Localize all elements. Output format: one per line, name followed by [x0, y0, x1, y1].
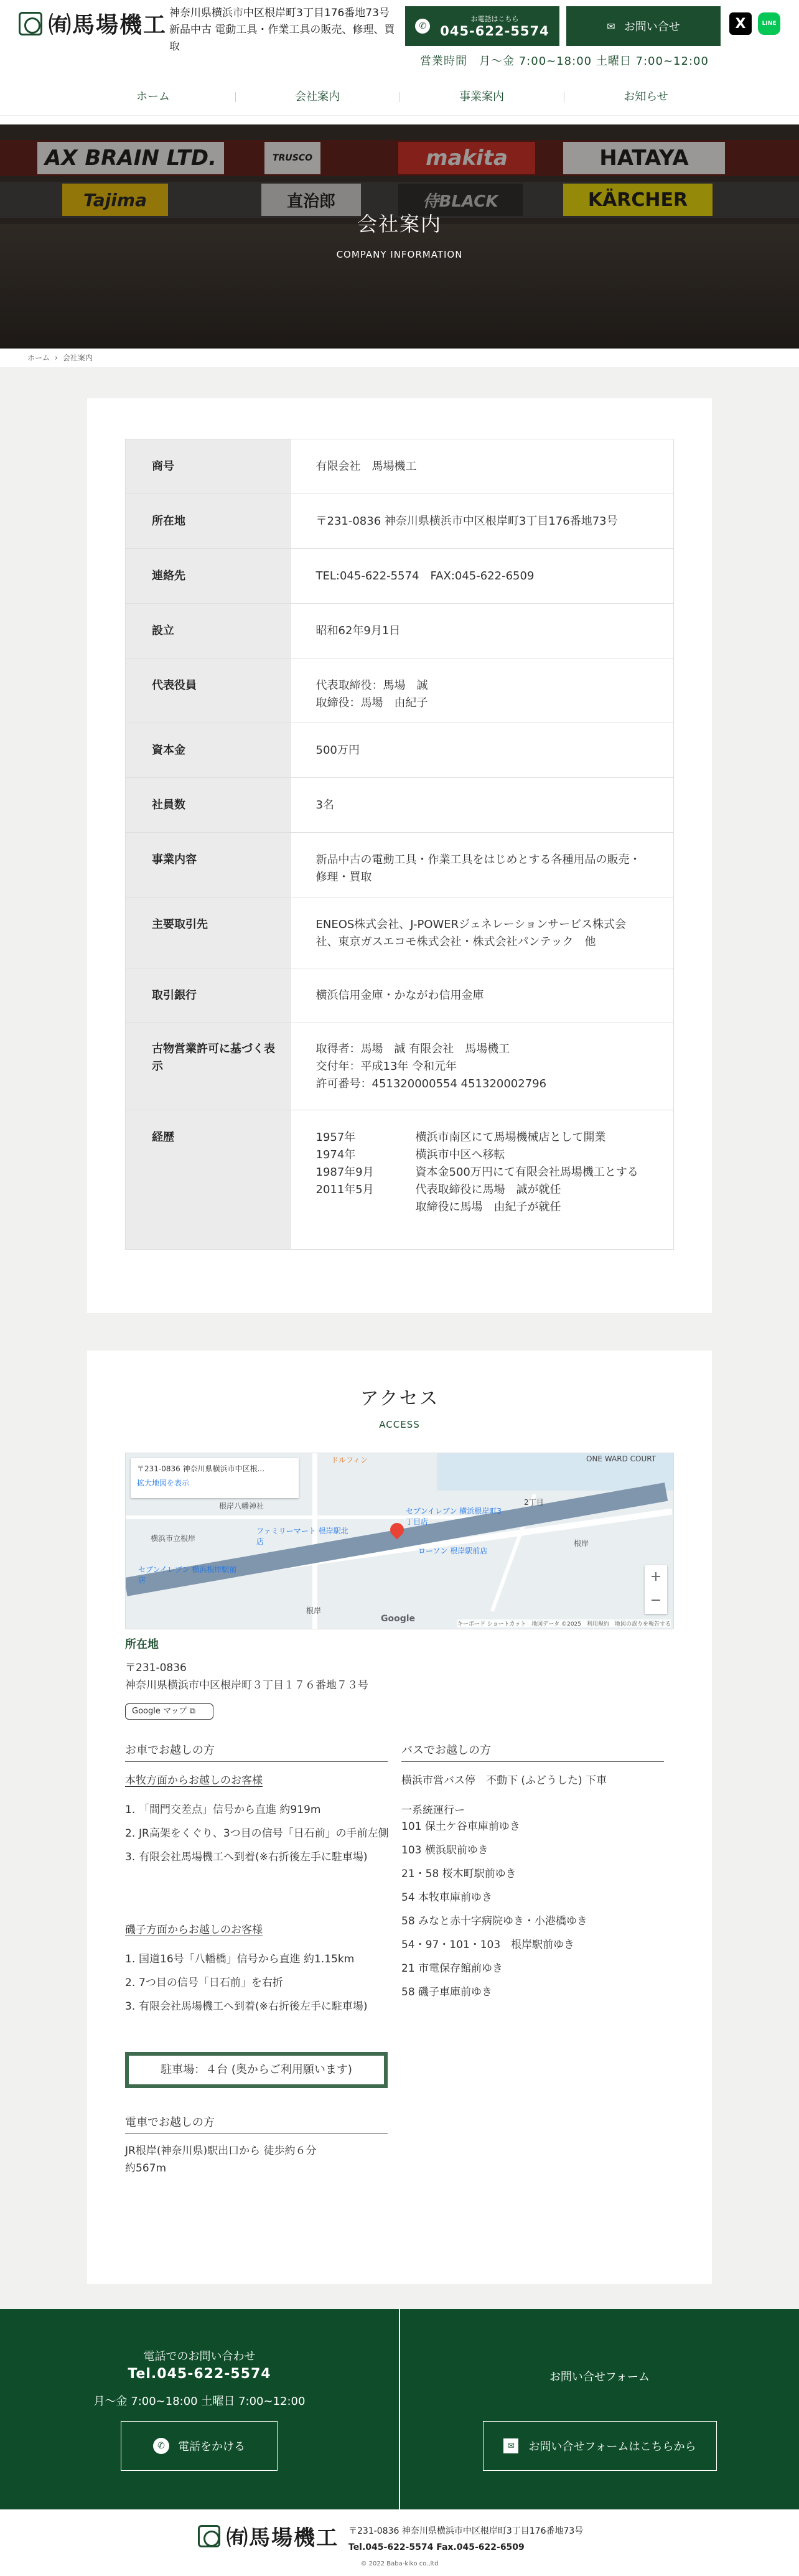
x-social-icon[interactable]: X [729, 12, 752, 35]
business-hours: 営業時間 月〜金 7:00~18:00 土曜日 7:00~12:00 [420, 55, 709, 68]
row-label: 経歴 [126, 1110, 291, 1250]
table-row [126, 658, 674, 723]
list-item: 1. 国道16号「八幡橋」信号から直進 約1.15km [125, 1951, 394, 1968]
map-zoom-control[interactable] [645, 1565, 667, 1614]
map-label: ローソン 根岸駅前店 [418, 1547, 488, 1555]
hero-sign: TRUSCO [264, 142, 320, 174]
footer-address: 〒231-0836 神奈川県横浜市中区根岸町3丁目176番地73号 [348, 2526, 584, 2536]
row-value: TEL:045-622-5574 FAX:045-622-6509 [291, 549, 674, 604]
breadcrumb-separator: › [55, 354, 58, 362]
bus-line: 58 磯子車庫前ゆき [401, 1986, 493, 1998]
isogo-heading: 磯子方面からお越しのお客様 [125, 1924, 263, 1936]
copyright: © 2022 Baba-kiko co.,ltd [360, 2560, 439, 2567]
map-label: ONE WARD COURT [586, 1454, 656, 1463]
logo-emblem-icon [198, 2525, 220, 2547]
row-value: 昭和62年9月1日 [291, 604, 674, 658]
map-label: 2丁目 [524, 1498, 544, 1507]
page-title: 会社案内 [357, 212, 442, 236]
table-row [126, 968, 674, 1023]
row-label: 設立 [126, 604, 291, 658]
map-label: 根岸 [306, 1606, 322, 1615]
value-line: 取締役：馬場 由紀子 [315, 696, 428, 710]
footer-logo[interactable] [198, 2521, 339, 2551]
train-distance: 約567m [125, 2162, 167, 2175]
row-label: 代表役員 [126, 658, 291, 723]
breadcrumb-home[interactable]: ホーム [27, 354, 50, 362]
train-heading: 電車でお越しの方 [125, 2114, 388, 2134]
company-info-table [125, 439, 674, 1250]
row-label: 連絡先 [126, 549, 291, 604]
header-tel-button[interactable] [405, 6, 559, 46]
row-value: 有限会社 馬場機工 [291, 439, 674, 494]
google-maps-button[interactable] [125, 1703, 213, 1720]
history-year: 1987年9月 [315, 1166, 374, 1179]
global-nav [0, 78, 799, 116]
call-button[interactable] [121, 2421, 278, 2471]
phone-icon: ✆ [153, 2438, 169, 2454]
step-text: 有限会社馬場機工へ到着(※右折後左手に駐車場) [139, 1851, 368, 1863]
row-label: 社員数 [126, 778, 291, 833]
line-social-icon[interactable]: LINE [758, 12, 780, 35]
logo-emblem-icon [19, 12, 42, 35]
table-row [126, 439, 674, 494]
bus-line: 101 保土ケ谷車庫前ゆき [401, 1820, 520, 1833]
value-line: 代表取締役：馬場 誠 [315, 679, 428, 692]
street-address: 神奈川県横浜市中区根岸町３丁目１７６番地７３号 [125, 1679, 368, 1692]
history-item [316, 1129, 649, 1146]
row-value: 〒231-0836 神奈川県横浜市中区根岸町3丁目176番地73号 [291, 494, 674, 549]
hero-sign: AX BRAIN LTD. [37, 142, 224, 174]
header-address-block [169, 5, 403, 55]
map-label: 根岸八幡神社 [219, 1502, 264, 1510]
row-label: 事業内容 [126, 833, 291, 897]
row-value [291, 658, 674, 723]
table-row [126, 897, 674, 968]
map-label: セブンイレブン 横浜根岸町3丁目店 [406, 1507, 502, 1526]
form-button-label: お問い合せフォームはこちらから [528, 2440, 696, 2453]
nav-company[interactable]: 会社案内 [235, 78, 400, 115]
history-year: 1957年 [315, 1131, 356, 1144]
contact-hours: 月〜金 7:00~18:00 土曜日 7:00~12:00 [93, 2395, 306, 2408]
history-text: 資本金500万円にて有限会社馬場機工とする [415, 1166, 638, 1179]
tel-heading: 電話でのお問い合わせ [143, 2350, 256, 2363]
row-label: 古物営業許可に基づく表示 [126, 1023, 291, 1110]
map-attribution[interactable]: キーボード ショートカット 地図データ ©2025 利用規約 地図の誤りを報告する [457, 1619, 671, 1628]
nav-business[interactable]: 事業案内 [400, 78, 564, 115]
hero-sign: KÄRCHER [563, 184, 713, 216]
history-text: 横浜市南区にて馬場機械店として開業 [415, 1131, 606, 1144]
bus-line: 58 みなと赤十字病院ゆき・小港橋ゆき [401, 1915, 588, 1927]
parking-info: 駐車場：４台 (奥からご利用願います) [125, 2052, 388, 2088]
header-contact-button[interactable] [566, 6, 721, 46]
value-line: 交付年：平成13年 令和元年 [315, 1060, 457, 1073]
location-address [125, 1659, 368, 1694]
hero-sign: makita [398, 142, 535, 174]
step-text: 7つ目の信号「日石前」を右折 [139, 1977, 283, 1989]
train-line: JR根岸(神奈川県)駅出口から 徒歩約６分 [125, 2145, 317, 2157]
map-brand: Google [381, 1614, 416, 1624]
step-text: JR高架をくぐり、3つ目の信号「日石前」の手前左側 [139, 1827, 389, 1840]
nav-news[interactable]: お知らせ [564, 78, 728, 115]
bus-line: 54・97・101・103 根岸駅前ゆき [401, 1939, 575, 1951]
table-row [126, 1110, 674, 1250]
step-text: 「間門交差点」信号から直進 約919m [139, 1804, 321, 1816]
row-value [291, 1023, 674, 1110]
hero-sign: 侍BLACK [398, 184, 523, 216]
bus-stop: 横浜市営バス停 不動下 (ふどうした) 下車 [401, 1774, 607, 1787]
google-map[interactable] [125, 1453, 674, 1629]
footer-tel-fax: Tel.045-622-5574 Fax.045-622-6509 [348, 2542, 525, 2552]
header-address: 神奈川県横浜市中区根岸町3丁目176番地73号 [169, 7, 390, 19]
breadcrumb [27, 352, 93, 363]
row-label: 取引銀行 [126, 968, 291, 1023]
page-subtitle: COMPANY INFORMATION [336, 249, 463, 260]
contact-form-button[interactable] [483, 2421, 717, 2471]
phone-icon: ✆ [415, 19, 430, 34]
hero-sign: 直治郎 [261, 184, 361, 216]
form-heading: お問い合せフォーム [549, 2371, 650, 2384]
map-label: 根岸 [574, 1539, 589, 1548]
contact-tel: Tel.045-622-5574 [128, 2366, 271, 2382]
history-item [316, 1181, 649, 1199]
map-enlarge-link[interactable]: 拡大地図を表示 [137, 1479, 190, 1487]
history-year [316, 1199, 416, 1216]
footer-logo-text: ㈲馬場機工 [227, 2526, 339, 2550]
history-text: 代表取締役に馬場 誠が就任 [415, 1183, 561, 1196]
row-value: ENEOS株式会社、J-POWERジェネレーションサービス株式会社、東京ガスエコモ株式会社・株式会社パンテック 他 [291, 897, 674, 968]
contact-section [0, 2309, 799, 2509]
tel-number: 045-622-5574 [440, 24, 549, 39]
history-year: 1974年 [315, 1148, 356, 1161]
hero-sign: HATAYA [563, 142, 725, 174]
access-title: アクセス [360, 1388, 439, 1410]
site-header [0, 0, 799, 78]
mail-icon: ✉ [607, 20, 615, 32]
honmoku-heading: 本牧方面からお越しのお客様 [125, 1774, 263, 1787]
location-label: 所在地 [125, 1638, 159, 1651]
tel-caption: お電話はこちら [470, 15, 519, 23]
row-value [291, 1110, 674, 1250]
history-text: 横浜市中区へ移転 [415, 1148, 505, 1161]
table-row [126, 604, 674, 658]
table-row [126, 723, 674, 778]
nav-home[interactable]: ホーム [136, 90, 170, 103]
car-heading: お車でお越しの方 [125, 1741, 388, 1762]
external-link-icon: ⧉ [189, 1707, 195, 1716]
footer-info [348, 2523, 583, 2555]
site-footer [0, 2509, 799, 2576]
google-maps-label: Google マップ [132, 1707, 187, 1716]
map-card-title: 〒231-0836 神奈川県横浜市中区根... [137, 1464, 265, 1473]
zoom-in-icon[interactable]: + [650, 1569, 662, 1585]
row-value: 3名 [291, 778, 674, 833]
step-text: 有限会社馬場機工へ到着(※右折後左手に駐車場) [139, 2000, 368, 2013]
hero-sign: Tajima [62, 184, 168, 216]
table-row [126, 778, 674, 833]
table-row [126, 833, 674, 897]
map-info-card [131, 1458, 299, 1498]
history-year: 2011年5月 [315, 1183, 374, 1196]
site-logo[interactable] [19, 7, 167, 39]
list-item: 2. 7つ目の信号「日石前」を右折 [125, 1974, 394, 1992]
map-label: ドルフィン [331, 1456, 368, 1464]
bus-line: 21 市電保存館前ゆき [401, 1962, 503, 1975]
mail-icon: ✉ [503, 2438, 518, 2453]
step-text: 国道16号「八幡橋」信号から直進 約1.15km [139, 1953, 355, 1965]
map-label: 横浜市立根岸 [151, 1534, 196, 1543]
bus-line: 54 本牧車庫前ゆき [401, 1891, 493, 1904]
list-item: 1. 「間門交差点」信号から直進 約919m [125, 1801, 394, 1819]
access-subtitle: ACCESS [379, 1419, 420, 1430]
logo-text: ㈲馬場機工 [49, 12, 167, 38]
row-label: 所在地 [126, 494, 291, 549]
table-row [126, 549, 674, 604]
row-label: 資本金 [126, 723, 291, 778]
map-label: セブンイレブン 横浜根岸駅前店 [138, 1565, 237, 1585]
history-item [316, 1146, 649, 1164]
table-row [126, 494, 674, 549]
list-item: 3. 有限会社馬場機工へ到着(※右折後左手に駐車場) [125, 1998, 394, 2015]
map-label: ファミリーマート 根岸駅北店 [256, 1527, 348, 1546]
list-item: 2. JR高架をくぐり、3つ目の信号「日石前」の手前左側 [125, 1825, 394, 1842]
list-item: 3. 有限会社馬場機工へ到着(※右折後左手に駐車場) [125, 1848, 394, 1866]
bus-line: 一系統運行ー [401, 1804, 465, 1817]
bus-line: 21・58 桜木町駅前ゆき [401, 1868, 516, 1880]
row-value: 500万円 [291, 723, 674, 778]
breadcrumb-current: 会社案内 [62, 354, 93, 362]
value-line: 許可番号：451320000554 451320002796 [315, 1077, 547, 1090]
contact-divider [399, 2309, 400, 2509]
row-value: 新品中古の電動工具・作業工具をはじめとする各種用品の販売・修理・買取 [291, 833, 674, 897]
value-line: 取得者：馬場 誠 有限会社 馬場機工 [315, 1042, 510, 1056]
train-directions [125, 2142, 317, 2177]
history-text: 取締役に馬場 由紀子が就任 [415, 1201, 561, 1214]
postal-code: 〒231-0836 [125, 1662, 187, 1674]
history-item [316, 1199, 649, 1216]
honmoku-steps [125, 1801, 394, 1872]
history-item [316, 1164, 649, 1181]
row-label: 商号 [126, 439, 291, 494]
bus-heading: バスでお越しの方 [401, 1741, 664, 1762]
zoom-out-icon[interactable]: − [650, 1593, 662, 1608]
call-button-label: 電話をかける [178, 2440, 245, 2453]
row-value: 横浜信用金庫・かながわ信用金庫 [291, 968, 674, 1023]
header-business: 新品中古 電動工具・作業工具の販売、修理、買取 [169, 24, 395, 53]
contact-label: お問い合せ [624, 21, 680, 34]
bus-line: 103 横浜駅前ゆき [401, 1844, 488, 1857]
hero-banner [0, 124, 799, 349]
isogo-steps [125, 1951, 394, 2021]
table-row [126, 1023, 674, 1110]
row-label: 主要取引先 [126, 897, 291, 968]
